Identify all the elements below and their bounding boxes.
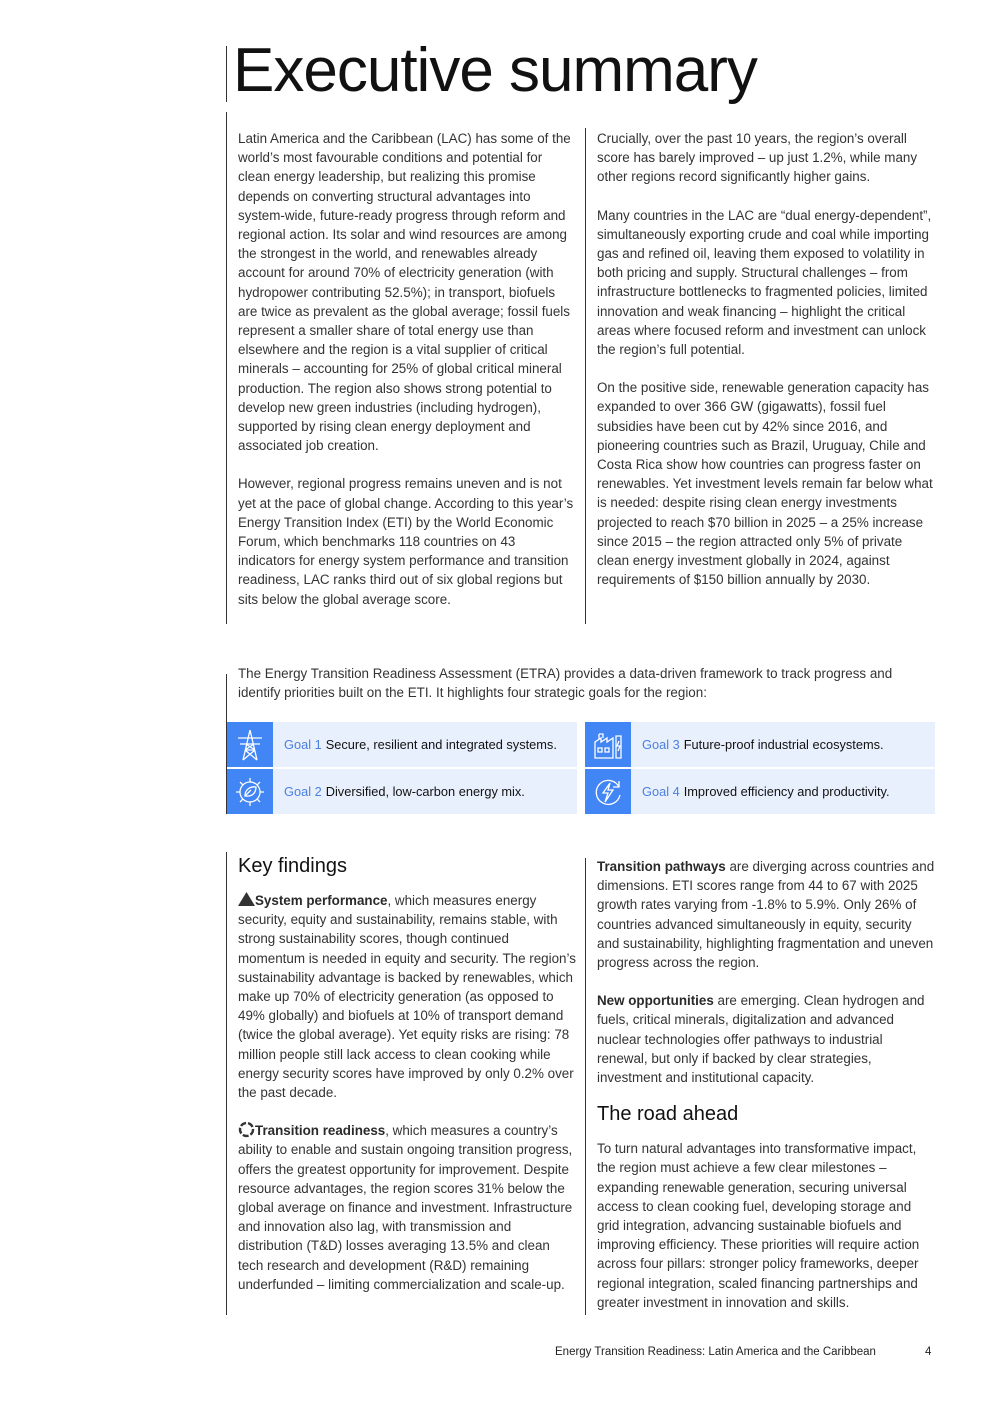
goal-1-label bbox=[284, 722, 557, 767]
intro-paragraph: However, regional progress remains uneven and is not yet at the pace of global change. According to this year’s Energy Transition Index (ETI) by the World Economic Forum, which benchmarks 118 countries on 43 indicators for energy system performance and transition readiness, LAC ranks third out of six global regions but sits below the global average score. bbox=[238, 476, 574, 607]
goal-1-card bbox=[227, 722, 577, 767]
triangle-icon bbox=[238, 892, 255, 906]
new-opportunities-text: are emerging. Clean hydrogen and fuels, critical minerals, digitalization and advanced nuclear technologies offer pathways to industrial renewal, but only if backed by clear strategies, investment and institutional capacity. bbox=[597, 993, 925, 1086]
intro-paragraph: Many countries in the LAC are “dual energy-dependent”, simultaneously exporting crude and coal while importing gas and refined oil, leaving them exposed to volatility in both pricing and supply. Structural challenges – from infrastructure bottlenecks to fragmented policies, limited innovation and weak financing – highlight the critical areas where focused reform and investment can unlock the region’s full potential. bbox=[597, 207, 932, 358]
intro-paragraph: On the positive side, renewable generation capacity has expanded to over 366 GW (gigawatts), fossil fuel subsidies have been cut by 42% since 2016, and pioneering countries such as Brazil, Uruguay, Chile and Costa Rica show how countries can progress faster on renewables. Yet investment levels remain far below what is needed: despite rising clean energy investments projected to reach $70 billion in 2025 – a 25% increase since 2015 – the region attracted only 5% of private clean energy investment globally in 2024, against requirements of $150 billion annually by 2030. bbox=[597, 380, 933, 588]
transition-readiness-paragraph bbox=[238, 1121, 576, 1294]
key-findings-right-column bbox=[597, 857, 935, 1331]
transition-pathways-label: Transition pathways bbox=[597, 859, 726, 874]
page-title: Executive summary bbox=[233, 36, 757, 105]
road-ahead-heading: The road ahead bbox=[597, 1103, 739, 1126]
dashed-circle-icon bbox=[238, 1121, 255, 1138]
gear-leaf-icon bbox=[227, 769, 273, 814]
goal-4-text: Improved efficiency and productivity. bbox=[683, 784, 890, 799]
intro-left-rule bbox=[226, 112, 227, 624]
goal-3-text: Future-proof industrial ecosystems. bbox=[683, 737, 884, 752]
intro-right-column bbox=[597, 129, 935, 608]
footer-region: Latin America and the Caribbean bbox=[708, 1346, 876, 1358]
transmission-tower-icon bbox=[227, 722, 273, 767]
lightning-cycle-icon bbox=[585, 769, 631, 814]
key-findings-left-column bbox=[238, 853, 576, 1313]
intro-right-rule bbox=[585, 128, 586, 624]
system-performance-paragraph bbox=[238, 891, 576, 1102]
intro-left-column bbox=[238, 129, 576, 628]
road-ahead-paragraph: To turn natural advantages into transformative impact, the region must achieve a few clear milestones – expanding renewable generation, securing universal access to clean cooking fuel, developing storage and grid integration, advancing sustainable biofuels and improving efficiency. These priorities will require action across four pillars: stronger policy frameworks, deeper regional integration, scaled financing partnerships and greater investment in innovation and skills. bbox=[597, 1141, 920, 1310]
goal-2-card bbox=[227, 769, 577, 814]
goal-2-number: Goal 2 bbox=[284, 784, 322, 799]
goal-1-number: Goal 1 bbox=[284, 737, 322, 752]
system-performance-text: , which measures energy security, equity and sustainability, remains stable, with strong sustainability scores, though continued momentum is needed in equity and security. The region’s sustainability advantage is backed by renewables, which make up 70% of electricity generation (as opposed to 49% globally) and biofuels at 10% of transport demand (twice the global average). Yet equity risks are rising: 78 million people still lack access to clean cooking while energy security scores have improved by only 0.2% over the past decade. bbox=[238, 893, 576, 1101]
title-rule bbox=[226, 46, 227, 102]
goal-3-label bbox=[642, 722, 884, 767]
goal-3-card bbox=[585, 722, 935, 767]
page-number: 4 bbox=[925, 1346, 932, 1358]
footer-report-name: Energy Transition Readiness: bbox=[555, 1346, 706, 1358]
goal-4-label bbox=[642, 769, 890, 814]
goal-2-text: Diversified, low-carbon energy mix. bbox=[325, 784, 525, 799]
etra-intro: The Energy Transition Readiness Assessment (ETRA) provides a data-driven framework to track progress and identify priorities built on the ETI. It highlights four strategic goals for the region: bbox=[238, 666, 893, 701]
intro-paragraph: Crucially, over the past 10 years, the region’s overall score has barely improved – up just 1.2%, while many other regions record significantly higher gains. bbox=[597, 131, 918, 185]
transition-readiness-text: , which measures a country’s ability to enable and sustain ongoing transition progress, offers the greatest opportunity for improvement. Despite resource advantages, the region scores 31% below the global average on finance and investment. Infrastructure and innovation also lag, with transmission and distribution (T&D) losses averaging 13.5% and clean tech research and development (R&D) remaining underfunded – limiting commercialization and scale-up. bbox=[238, 1123, 573, 1292]
footer-title bbox=[555, 1346, 876, 1358]
new-opportunities-paragraph bbox=[597, 991, 935, 1087]
findings-right-rule bbox=[585, 858, 586, 1315]
factory-icon bbox=[585, 722, 631, 767]
new-opportunities-label: New opportunities bbox=[597, 993, 714, 1009]
key-findings-heading: Key findings bbox=[238, 855, 347, 877]
transition-pathways-paragraph bbox=[597, 857, 935, 972]
system-performance-label: System performance bbox=[255, 893, 388, 908]
transition-pathways-text: are diverging across countries and dimensions. ETI scores range from 44 to 67 with 2025 growth rates varying from -1.8% to 5.9%. Only 26% of countries advanced simultaneously in equity, security and sustainability, highlighting fragmentation and uneven progress across the region. bbox=[597, 859, 935, 971]
goal-1-text: Secure, resilient and integrated systems. bbox=[325, 737, 557, 752]
intro-paragraph: Latin America and the Caribbean (LAC) has some of the world’s most favourable conditions and potential for clean energy leadership, but realizing this promise depends on converting structural advantages into system-wide, future-ready progress through reform and regional action. Its solar and wind resources are among the strongest in the world, and renewables already account for around 70% of electricity generation (with hydropower contributing 52.5%); in transport, biofuels are twice as prevalent as the global average; fossil fuels represent a smaller share of total energy use than elsewhere and the region is a vital supplier of critical minerals – accounting for 25% of global critical mineral production. The region also shows strong potential to develop new green industries (including hydrogen), supported by rising clean energy deployment and associated job creation. bbox=[238, 131, 571, 454]
goal-4-number: Goal 4 bbox=[642, 784, 680, 799]
transition-readiness-label: Transition readiness bbox=[255, 1123, 386, 1139]
findings-left-rule bbox=[226, 852, 227, 1315]
goal-2-label bbox=[284, 769, 525, 814]
goal-3-number: Goal 3 bbox=[642, 737, 680, 752]
goal-4-card bbox=[585, 769, 935, 814]
